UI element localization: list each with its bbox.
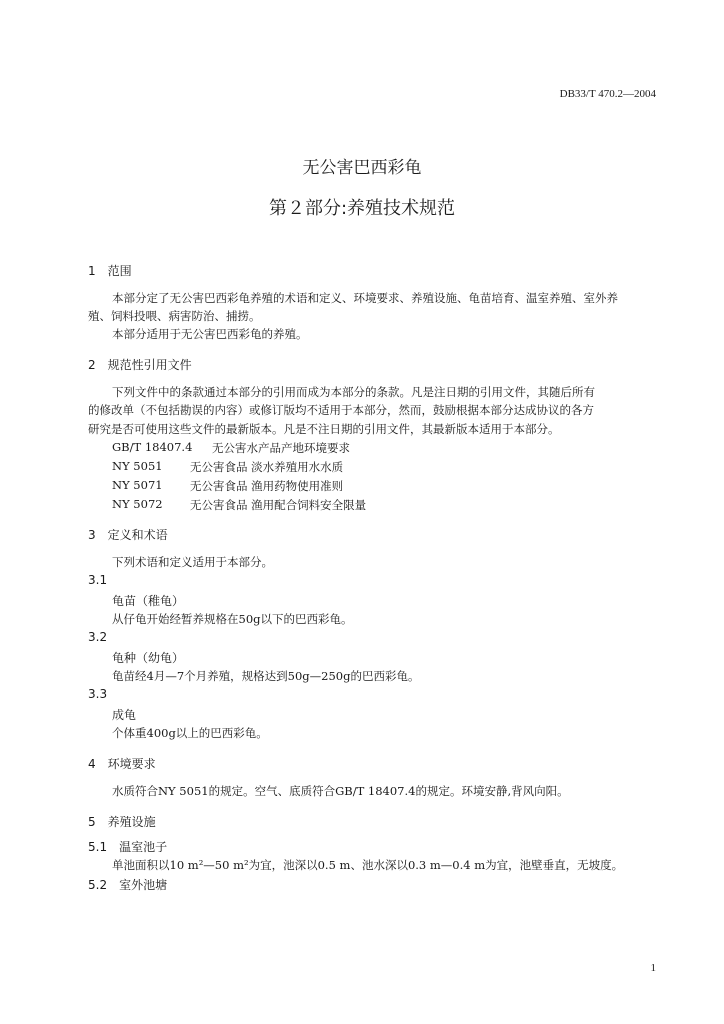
- document-subtitle: 第２部分:养殖技术规范: [268, 198, 456, 219]
- definition-number: 3.2: [88, 630, 108, 644]
- section-2-paragraph-line: 的修改单（不包括勘误的内容）或修订版均不适用于本部分，然而，鼓励根据本部分达成协议的各方: [88, 403, 594, 417]
- reference-title: 无公害食品 渔用药物使用准则: [190, 479, 344, 493]
- section-3-heading: 3 定义和术语: [88, 528, 168, 542]
- section-2-paragraph-line: 下列文件中的条款通过本部分的引用而成为本部分的条款。凡是注日期的引用文件，其随后所有: [112, 385, 595, 399]
- reference-title: 无公害水产品产地环境要求: [212, 441, 350, 455]
- definition-text: 龟苗经4月—7个月养殖，规格达到50g—250g的巴西彩龟。: [112, 669, 420, 683]
- document-title: 无公害巴西彩龟: [302, 158, 422, 178]
- standard-number: DB33/T 470.2—2004: [559, 88, 656, 100]
- reference-title: 无公害食品 渔用配合饲料安全限量: [190, 498, 367, 512]
- section-3-intro: 下列术语和定义适用于本部分。: [112, 555, 273, 569]
- section-4-paragraph: 水质符合NY 5051的规定。空气、底质符合GB/T 18407.4的规定。环境安静,背风向阳。: [112, 784, 569, 798]
- reference-code: NY 5071: [112, 478, 163, 492]
- reference-code: NY 5072: [112, 497, 163, 511]
- section-5-heading: 5 养殖设施: [88, 815, 156, 829]
- section-1-heading: 1 范围: [88, 264, 132, 278]
- subsection-5-1-heading: 5.1 温室池子: [88, 840, 168, 854]
- subsection-5-2-heading: 5.2 室外池塘: [88, 878, 168, 892]
- definition-number: 3.3: [88, 687, 108, 701]
- section-1-paragraph-line: 本部分定了无公害巴西彩龟养殖的术语和定义、环境要求、养殖设施、龟苗培育、温室养殖、室外养: [112, 291, 618, 305]
- section-4-heading: 4 环境要求: [88, 757, 156, 771]
- section-1-paragraph: 本部分适用于无公害巴西彩龟的养殖。: [112, 327, 308, 341]
- definition-term: 龟苗（稚龟）: [112, 594, 185, 608]
- page-number: 1: [650, 962, 656, 974]
- definition-text: 个体重400g以上的巴西彩龟。: [112, 726, 268, 740]
- definition-term: 龟种（幼龟）: [112, 651, 185, 665]
- reference-code: GB/T 18407.4: [112, 440, 193, 454]
- definition-text: 从仔龟开始经暂养规格在50g以下的巴西彩龟。: [112, 612, 353, 626]
- subsection-5-1-paragraph: 单池面积以10 m²—50 m²为宜，池深以0.5 m、池水深以0.3 m—0.4 m为宜，池壁垂直，无坡度。: [112, 858, 624, 872]
- definition-term: 成龟: [112, 708, 137, 722]
- section-1-paragraph-line: 殖、饲料投喂、病害防治、捕捞。: [88, 309, 261, 323]
- reference-title: 无公害食品 淡水养殖用水水质: [190, 460, 344, 474]
- reference-code: NY 5051: [112, 459, 163, 473]
- definition-number: 3.1: [88, 573, 108, 587]
- section-2-heading: 2 规范性引用文件: [88, 358, 192, 372]
- section-2-paragraph-line: 研究是否可使用这些文件的最新版本。凡是不注日期的引用文件，其最新版本适用于本部分。: [88, 422, 560, 436]
